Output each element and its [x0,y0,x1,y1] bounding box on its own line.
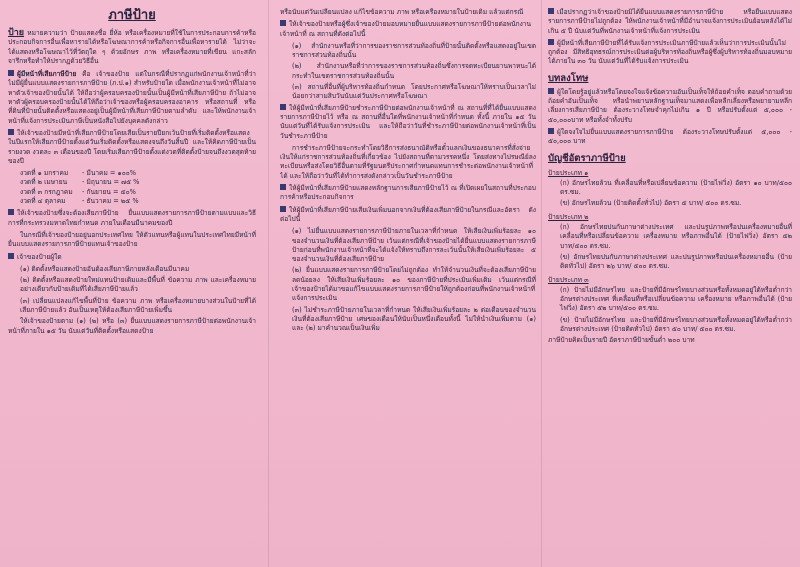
payment-text: ให้ผู้มีหน้าที่เสียภาษีป้ายชำระภาษีป้ายต่อพนักงานเจ้าหน้าที่ ณ สถานที่ที่ได้ยื่นแบบแสดงรายการภาษีป้ายไว้ หรือ ณ สถานที่อื่นใดที่พนักงานเจ้าหน้าที่กำหนด ทั้งนี้ ภายใน ๑๕ วัน นับแต่วันที่ได้รับแจ้งการประเมิน และให้ถือว่าวันที่ชำระภาษีป้ายต่อพนักงานเจ้าหน้าที่เป็นวันชำระภาษีป้าย [280,103,536,140]
bullet-square-icon [280,206,286,212]
rates-heading: บัญชีอัตราภาษีป้าย [548,152,626,164]
surcharge-heading-text: ให้ผู้มีหน้าที่เสียภาษีป้ายเสียเงินเพิ่มนอกจากเงินที่ต้องเสียภาษีป้ายในกรณีและอัตรา ดังต่อไปนี้ [280,205,536,223]
bullet-square-icon [8,253,14,259]
objection-text: ผู้มีหน้าที่เสียภาษีป้ายที่ได้รับแจ้งการประเมินภาษีป้ายแล้วเห็นว่าการประเมินนั้นไม่ถูกต้อง มีสิทธิอุทธรณ์การประเมินต่อผู้บริหารท้องถิ่นหรือผู้ซึ่งผู้บริหารท้องถิ่นมอบหมายได้ภายใน ๓๐ วัน นับแต่วันที่ได้รับแจ้งการประเมิน [548,38,792,66]
owner-tail: ให้เจ้าของป้ายตาม (๑) (๒) หรือ (๓) ยื่นแบบแสดงรายการภาษีป้ายต่อพนักงานเจ้าหน้าที่ภายใน ๑๕ วัน นับแต่วันที่ติดตั้งหรือแสดงป้าย [8,317,256,335]
bullet-square-icon [280,20,286,26]
owner-item: (๑) ติดตั้งหรือแสดงป้ายอันต้องเสียภาษีภายหลังเดือนมีนาคม [20,264,190,273]
bullet-square-icon [8,70,14,76]
round-item [20,188,256,197]
bullet-square-icon [548,39,554,45]
definition-text: หมายความว่า ป้ายแสดงชื่อ ยี่ห้อ หรือเครื่องหมายที่ใช้ในการประกอบการค้าหรือประกอบกิจการอื่นเพื่อหารายได้หรือโฆษณาการค้าหรือกิจการอื่นเพื่อหารายได้ ไม่ว่าจะได้แสดงหรือโฆษณาไว้ที่วัตถุใด ๆ ด้วยอักษร ภาพ หรือเครื่องหมายที่เขียน แกะสลัก จารึกหรือทำให้ปรากฏด้วยวิธีอื่น [8,29,256,65]
round-period: งวดที่ ๓ กรกฎาคม [20,187,73,196]
round-period: งวดที่ ๑ มกราคม [20,169,69,178]
rate-item: (ก) อักษรไทยล้วน ที่เคลื่อนที่หรือเปลี่ยนข้อความ (ป้ายไฟวิ่ง) อัตรา ๑๐ บาท/๕๐๐ ตร.ซม. [560,178,792,197]
rate-group-heading: ป้ายประเภท ๒ [548,212,589,221]
surcharge-item: (๓) ไม่ชำระภาษีป้ายภายในเวลาที่กำหนด ให้เสียเงินเพิ่มร้อยละ ๒ ต่อเดือนของจำนวนเงินที่ต้องเสียภาษีป้าย เศษของเดือนให้นับเป็นหนึ่งเดือนทั้งนี้ ไม่ให้นำเงินเพิ่มตาม (๑) และ (๒) มาคำนวณเป็นเงินเพิ่ม [292,305,536,333]
place-heading [280,20,536,39]
intro-paragraph: หรือนับแต่วันเปลี่ยนแปลง แก้ไขข้อความ ภาพ หรือเครื่องหมายในป้ายเดิม แล้วแต่กรณี [280,8,524,16]
sign-definition [8,29,256,66]
column-left [8,8,256,561]
owner-item: (๓) เปลี่ยนแปลงแก้ไขพื้นที่ป้าย ข้อความ ภาพ หรือเครื่องหมายบางส่วนในป้ายที่ได้เสียภาษีป้ายแล้ว อันเป็นเหตุให้ต้องเสียภาษีป้ายเพิ่มขึ้น [20,296,256,315]
round-item [20,178,256,187]
appeal-text: เมื่อปรากฏว่าเจ้าของป้ายมิได้ยื่นแบบแสดงรายการภาษีป้าย หรือยื่นแบบแสดงรายการภาษีป้ายไม่ถูกต้อง ให้พนักงานเจ้าหน้าที่มีอำนาจแจ้งการประเมินย้อนหลังได้ไม่เกิน ๕ ปี นับแต่วันที่พนักงานเจ้าหน้าที่แจ้งการประเมิน [548,8,792,35]
bullet-square-icon [548,128,554,134]
rate-item: (ข) อักษรไทยล้วน (ป้ายติดตั้งทั่วไป) อัตรา ๕ บาท/ ๕๐๐ ตร.ซม. [560,199,742,208]
installment-paragraph [280,184,536,203]
foreign-paragraph: ในกรณีที่เจ้าของป้ายอยู่นอกประเทศไทย ให้ตัวแทนหรือผู้แทนในประเทศไทยมีหน้าที่ยื่นแบบแสดงรายการภาษีป้ายแทนเจ้าของป้าย [8,230,256,249]
payment-paragraph [280,104,536,141]
mail-paragraph: การชำระภาษีป้ายจะกระทำโดยวิธีการส่งธนาณัติหรือตั๋วแลกเงินของธนาคารที่สั่งจ่ายเงินให้แก่ราชการส่วนท้องถิ่นที่เกี่ยวข้อง ไปยังสถานที่ตามวรรคหนึ่ง โดยส่งทางไปรษณีย์ลงทะเบียนหรือส่งโดยวิธีอื่นตามที่รัฐมนตรีประกาศกำหนดแทนการชำระต่อพนักงานเจ้าหน้าที่ได้ และให้ถือว่าวันที่ได้ทำการส่งดังกล่าวเป็นวันชำระภาษีป้าย [280,143,536,180]
place-heading-text: ให้เจ้าของป้ายหรือผู้ซึ่งเจ้าของป้ายมอบหมายยื่นแบบแสดงรายการภาษีป้ายต่อพนักงานเจ้าหน้าที่ ณ สถานที่ดังต่อไปนี้ [280,20,532,38]
column-middle [280,8,536,561]
fold-line [268,0,269,567]
penalty-heading: บทลงโทษ [548,72,589,84]
bullet-square-icon [280,184,286,190]
new-sign-text: ให้เจ้าของป้ายมีหน้าที่เสียภาษีป้ายโดยเสียเป็นรายปียกเว้นป้ายที่เริ่มติดตั้งหรือแสดงในปีแรกให้เสียภาษีป้ายตั้งแต่วันเริ่มติดตั้งหรือแสดงจนถึงวันสิ้นปี และให้คิดภาษีป้ายเป็นรายงวด งวดละ ๓ เดือนของปี โดยเริ่มเสียภาษีป้ายตั้งแต่งวดที่ติดตั้งป้ายจนถึงงวดสุดท้ายของปี [8,128,256,165]
penalty-text: ผู้ใดโดยรู้อยู่แล้วหรือโดยจงใจแจ้งข้อความอันเป็นเท็จให้ถ้อยคำเท็จ ตอบคำถามด้วยถ้อยคำอันเป็นเท็จ หรือนำพยานหลักฐานเท็จมาแสดงเพื่อหลีกเลี่ยงหรือพยายามหลีกเลี่ยงการเสียภาษีป้าย ต้องระวางโทษจำคุกไม่เกิน ๑ ปี หรือปรับตั้งแต่ ๕,๐๐๐ - ๕๐,๐๐๐บาท หรือทั้งจำทั้งปรับ [548,87,792,124]
installment-text: ให้ผู้มีหน้าที่เสียภาษีป้ายแสดงหลักฐานการเสียภาษีป้ายไว้ ณ ที่เปิดเผยในสถานที่ประกอบการค้าหรือประกอบกิจการ [280,184,536,202]
place-item: (๑) สำนักงานหรือที่ว่าการของราชการส่วนท้องถิ่นที่ป้ายนั้นติดตั้งหรือแสดงอยู่ในเขตราชการส่วนท้องถิ่นนั้น [292,41,536,60]
owner-heading-text: เจ้าของป้ายผู้ใด [17,252,62,261]
filing-text: ให้เจ้าของป้ายซึ่งจะต้องเสียภาษีป้าย ยื่นแบบแสดงรายการภาษีป้ายตามแบบและวิธีการที่กระทรวงมหาดไทยกำหนด ภายในเดือนมีนาคมของปี [8,209,256,227]
duty-heading: ผู้มีหน้าที่เสียภาษีป้าย [17,70,77,79]
rate-item: (ข) อักษรไทยปนกับภาษาต่างประเทศ และปนรูปภาพหรือปนเครื่องหมายอื่น (ป้ายติดทั่วไป) อัตรา ๒๖ บาท/ ๕๐๐ ตร.ซม. [560,252,792,271]
round-range: - กันยายน = ๕๐% [82,187,136,196]
minimum-rate: ภาษีป้ายคิดเป็นรายปี อัตราภาษีป้ายขั้นต่ำ ๒๐๐ บาท [548,336,695,345]
filing-paragraph [8,209,256,228]
rate-item: (ก) อักษรไทยปนกับภาษาต่างประเทศ และปนรูปภาพหรือปนเครื่องหมายอื่นที่เคลื่อนที่หรือเปลี่ยนข้อความ เครื่องหมาย หรือภาพอื่นได้ (ป้ายไฟวิ่ง) อัตรา ๕๒ บาท/๕๐๐ ตร.ซม. [560,223,792,250]
bullet-square-icon [280,104,286,110]
round-period: งวดที่ ๒ เมษายน [20,178,68,187]
new-sign-paragraph [8,129,256,166]
place-item: (๒) สำนักงานหรือที่ว่าการของราชการส่วนท้องถิ่นซึ่งการจดทะเบียนยานพาหนะได้กระทำในเขตราชการส่วนท้องถิ่นนั้น [292,62,536,80]
owner-item: (๒) ติดตั้งหรือแสดงป้ายใหม่แทนป้ายเดิมและมีพื้นที่ ข้อความ ภาพ และเครื่องหมายอย่างเดียวกับป้ายเดิมที่ได้เสียภาษีป้ายแล้ว [20,276,256,294]
appeal-paragraph [548,8,792,36]
page-title: ภาษีป้าย [108,8,156,23]
surcharge-item: (๒) ยื่นแบบแสดงรายการภาษีป้ายโดยไม่ถูกต้อง ทำให้จำนวนเงินที่จะต้องเสียภาษีป้ายลดน้อยลง ให้เสียเงินเพิ่มร้อยละ ๑๐ ของภาษีป้ายที่ประเมินเพิ่มเติม เว้นแต่กรณีที่เจ้าของป้ายได้มาขอแก้ไขแบบแสดงรายการภาษีป้ายให้ถูกต้องก่อนที่พนักงานเจ้าหน้าที่แจ้งการประเมิน [292,266,536,303]
round-period: งวดที่ ๔ ตุลาคม [20,197,66,206]
objection-paragraph [548,39,792,67]
rounds-list [20,169,256,206]
duty-paragraph [8,70,256,126]
place-item: (๓) สถานที่อื่นที่ผู้บริหารท้องถิ่นกำหนด โดยประกาศหรือโฆษณาให้ทราบเป็นเวลาไม่น้อยกว่าสามสิบวันนับแต่วันประกาศหรือโฆษณา [292,83,536,101]
rate-item: (ข) ป้ายไม่มีอักษรไทย และป้ายที่มีอักษรไทยบางส่วนหรือทั้งหมดอยู่ใต้หรือต่ำกว่าอักษรต่างประเทศ (ป้ายติดทั่วไป) อัตรา ๕๐ บาท/ ๕๐๐ ตร.ซม. [560,315,792,334]
round-item [20,197,256,206]
penalty-text: ผู้ใดจงใจไม่ยื่นแบบแสดงรายการภาษีป้าย ต้องระวางโทษปรับตั้งแต่ ๕,๐๐๐ - ๕๐,๐๐๐ บาท [548,127,792,146]
round-range: - มีนาคม = ๑๐๐% [82,169,137,178]
round-range: - ธันวาคม = ๒๕ % [82,197,139,206]
bullet-square-icon [8,209,14,215]
penalty-item [548,128,792,147]
fold-line [541,0,542,567]
rate-item: (ก) ป้ายไม่มีอักษรไทย และป้ายที่มีอักษรไทยบางส่วนหรือทั้งหมดอยู่ใต้หรือต่ำกว่าอักษรต่างประเทศ ที่เคลื่อนที่หรือเปลี่ยนข้อความ เครื่องหมาย หรือภาพอื่นได้ (ป้ายไฟวิ่ง) อัตรา ๕๒ บาท/๕๐๐ ตร.ซม. [560,285,792,313]
column-right [548,8,792,561]
definition-keyword: ป้าย [8,28,25,38]
owner-heading [8,253,256,262]
rate-group-heading: ป้ายประเภท ๑ [548,168,589,177]
bullet-square-icon [8,129,14,135]
bullet-square-icon [548,8,554,14]
penalty-item [548,88,792,125]
round-range: - มิถุนายน = ๗๕ % [82,178,140,187]
duty-text: คือ เจ้าของป้าย แต่ในกรณีที่ปรากฏแก่พนักงานเจ้าหน้าที่ว่าไม่มีผู้ยื่นแบบแสดงรายการภาษีป้าย (ภ.ป.๑) สำหรับป้ายใด เมื่อพนักงานเจ้าหน้าที่ไม่อาจหาตัวเจ้าของป้ายนั้นได้ ให้ถือว่าผู้ครอบครองป้ายนั้นเป็นผู้มีหน้าที่เสียภาษีป้าย ถ้าไม่อาจหาตัวผู้ครอบครองป้ายนั้นได้ให้ถือว่าเจ้าของหรือผู้ครอบครองอาคาร หรือสถานที่ หรือที่ดินที่ป้ายนั้นติดตั้งหรือแสดงอยู่เป็นผู้มีหน้าที่เสียภาษีป้ายตามลำดับ และให้พนักงานเจ้าหน้าที่แจ้งการประเมินภาษีเป็นหนังสือไปยังบุคคลดังกล่าว [8,70,256,125]
rate-group-heading: ป้ายประเภท ๓ [548,275,589,284]
surcharge-item: (๑) ไม่ยื่นแบบแสดงรายการภาษีป้ายภายในเวลาที่กำหนด ให้เสียเงินเพิ่มร้อยละ ๑๐ ของจำนวนเงินที่ต้องเสียภาษีป้าย เว้นแต่กรณีที่เจ้าของป้ายได้ยื่นแบบแสดงรายการภาษีป้ายก่อนที่พนักงานเจ้าหน้าที่จะได้แจ้งให้ทราบถึงการละเว้นนั้นให้เสียเงินเพิ่มร้อยละ ๕ ของจำนวนเงินที่ต้องเสียภาษีป้าย [292,227,536,264]
surcharge-heading [280,206,536,225]
bullet-square-icon [548,88,554,94]
